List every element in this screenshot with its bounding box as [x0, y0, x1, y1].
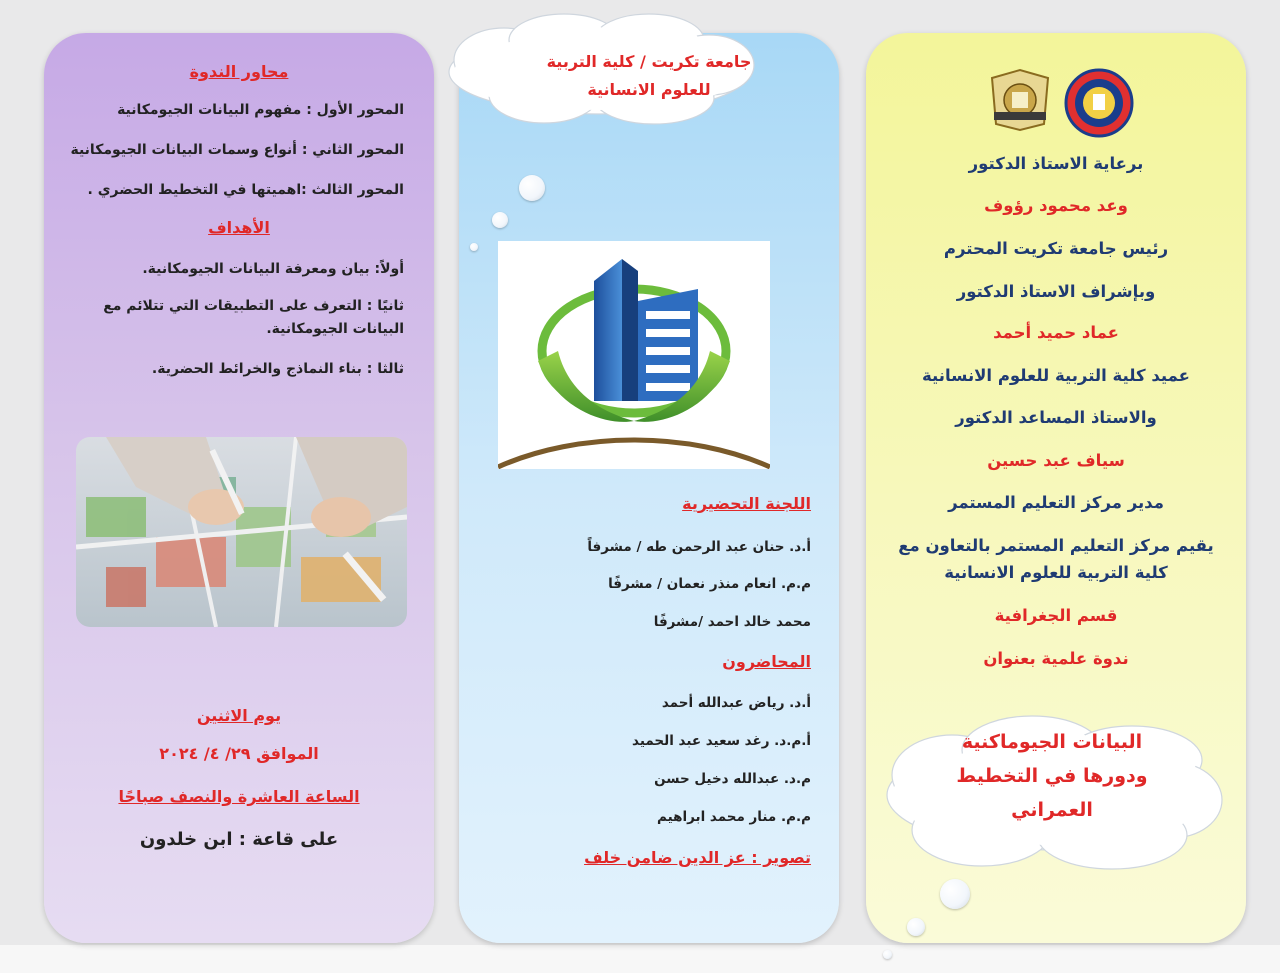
college-emblem-icon — [1064, 68, 1134, 138]
assistant-professor-line: والاستاذ المساعد الدكتور — [955, 408, 1157, 427]
bubble-decoration — [940, 879, 970, 909]
event-time: الساعة العاشرة والنصف صباحًا — [118, 787, 360, 806]
bubble-decoration — [492, 212, 508, 228]
patronage-line: برعاية الاستاذ الدكتور — [968, 154, 1144, 173]
bubble-decoration — [907, 918, 925, 936]
cloud-title-line-1: جامعة تكريت / كلية التربية — [546, 52, 752, 71]
committee-member-1: أ.د. حنان عبد الرحمن طه / مشرفاً — [587, 539, 811, 555]
event-hall: على قاعة : ابن خلدون — [139, 829, 339, 850]
university-seal-icon — [986, 68, 1054, 132]
supervision-line: وبإشراف الاستاذ الدكتور — [956, 282, 1156, 301]
committee-title: اللجنة التحضيرية — [682, 494, 811, 513]
department-name: قسم الجغرافية — [994, 606, 1118, 625]
organizer-line-1: يقيم مركز التعليم المستمر بالتعاون مع — [898, 536, 1214, 555]
organizer-line-2: كلية التربية للعلوم الانسانية — [944, 563, 1168, 582]
president-title: رئيس جامعة تكريت المحترم — [943, 239, 1169, 258]
event-date: الموافق ٢٩/ ٤/ ٢٠٢٤ — [159, 744, 319, 763]
committee-member-3: محمد خالد احمد /مشرفًا — [653, 614, 811, 630]
goal-item-2: ثانيًا : التعرف على التطبيقات التي تتلائم مع — [103, 298, 404, 314]
dean-name: عماد حميد أحمد — [993, 323, 1119, 342]
seminar-label: ندوة علمية بعنوان — [983, 649, 1129, 668]
president-name: وعد محمود رؤوف — [984, 196, 1128, 215]
axis-item-2: المحور الثاني : أنواع وسمات البيانات الجيومكانية — [70, 142, 404, 158]
goal-item-3: ثالثا : بناء النماذج والخرائط الحضرية. — [151, 361, 404, 377]
bubble-decoration — [470, 243, 478, 251]
bubble-decoration — [519, 175, 545, 201]
cloud-title-line-2: للعلوم الانسانية — [587, 80, 711, 99]
axis-item-1: المحور الأول : مفهوم البيانات الجيومكانية — [117, 102, 404, 118]
photo-credit: تصوير : عز الدين ضامن خلف — [584, 848, 811, 867]
urban-planning-photo — [76, 437, 407, 627]
goals-title: الأهداف — [208, 218, 270, 237]
goal-item-2-cont: البيانات الجيومكانية. — [266, 321, 404, 337]
lecturer-3: م.د. عبدالله دخيل حسن — [654, 771, 811, 787]
director-title: مدير مركز التعليم المستمر — [948, 493, 1164, 512]
bubble-decoration — [883, 950, 892, 959]
director-name: سياف عبد حسين — [987, 451, 1125, 470]
lecturer-1: أ.د. رياض عبدالله أحمد — [661, 695, 811, 711]
lecturers-title: المحاضرون — [722, 652, 811, 671]
lecturer-2: أ.م.د. رغد سعيد عبد الحميد — [632, 733, 811, 749]
seminar-title-line-2: ودورها في التخطيط — [956, 765, 1148, 787]
event-day: يوم الاثنين — [196, 706, 282, 725]
goal-item-1: أولاً: بيان ومعرفة البيانات الجيومكانية. — [142, 261, 404, 277]
committee-member-2: م.م. انعام منذر نعمان / مشرفًا — [608, 576, 811, 592]
logo-box — [498, 241, 770, 469]
page-bottom-strip — [0, 945, 1280, 973]
planning-map-icon — [76, 437, 407, 627]
axes-title: محاور الندوة — [189, 62, 289, 81]
building-hands-logo-icon — [498, 241, 770, 469]
middle-panel — [459, 33, 839, 943]
seminar-title-line-3: العمراني — [1011, 799, 1093, 821]
seminar-title-line-1: البيانات الجيوماكنية — [961, 731, 1143, 753]
axis-item-3: المحور الثالث :اهميتها في التخطيط الحضري . — [87, 182, 404, 198]
dean-title: عميد كلية التربية للعلوم الانسانية — [922, 366, 1190, 385]
lecturer-4: م.م. منار محمد ابراهيم — [657, 809, 811, 825]
